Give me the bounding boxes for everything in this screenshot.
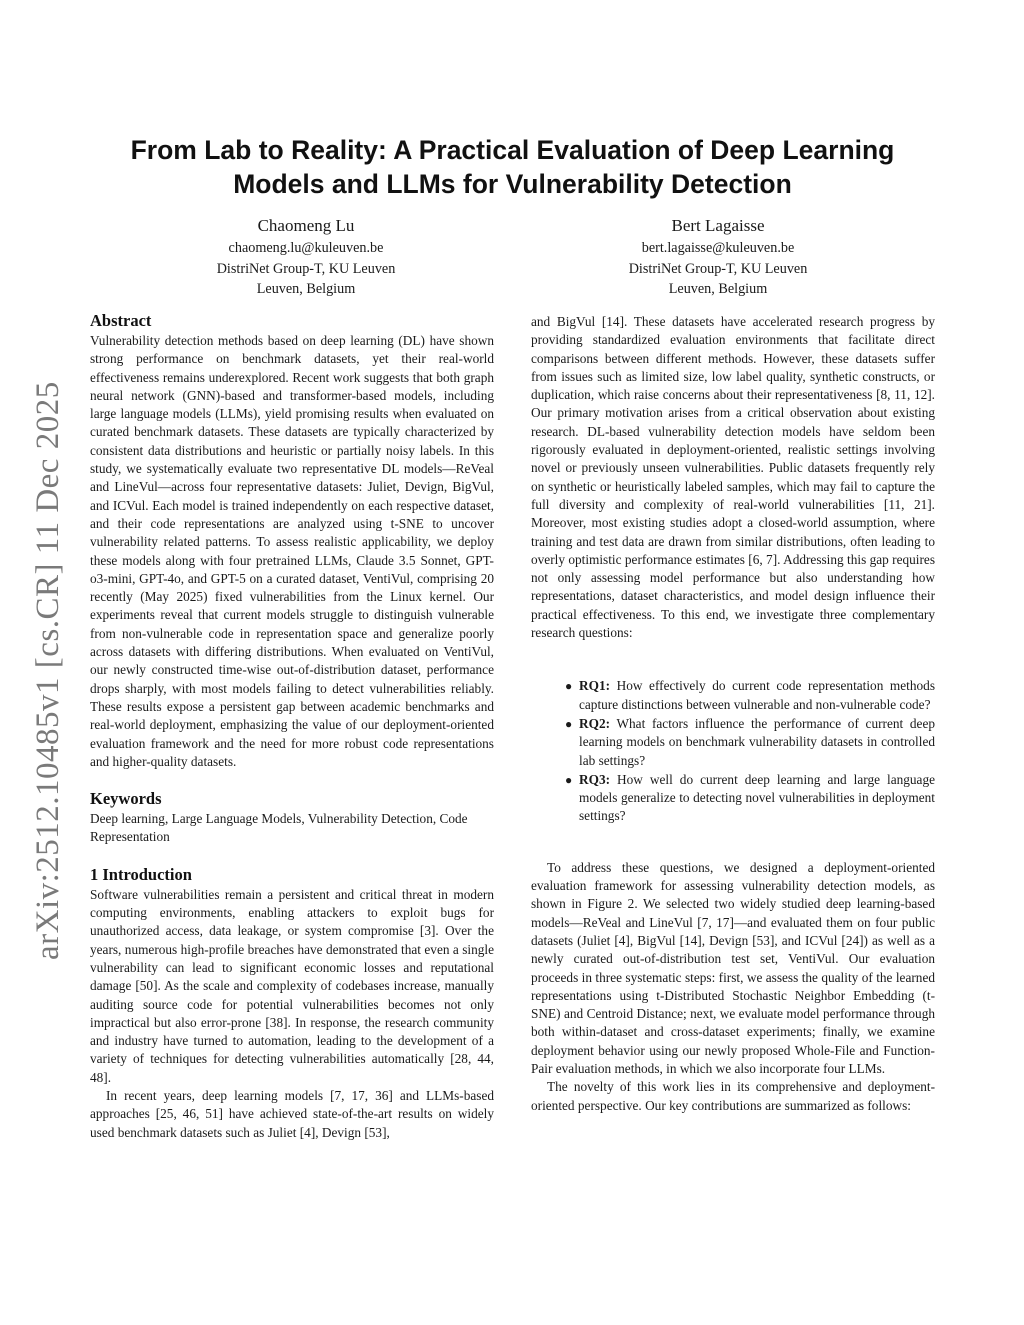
author-block bbox=[126, 214, 486, 300]
list-item bbox=[565, 771, 935, 826]
rq-label: RQ3: bbox=[579, 771, 611, 787]
list-item bbox=[565, 715, 935, 770]
right-column bbox=[531, 313, 935, 1115]
author-name: Chaomeng Lu bbox=[257, 216, 355, 235]
abstract-text: Vulnerability detection methods based on deep learning (DL) have shown strong performance on benchmark datasets, yet their real-world effectiveness remains underexplored. Recent work suggests that both graph neural network (GNN)-based and transformer-based models, including large language models (LLMs), yield promising results when evaluated on curated benchmark datasets. These datasets are typically characterized by consistent data distributions and heuristic or partially noisy labels. In this study, we systematically evaluate two representative DL models—ReVeal and LineVul—across four representative datasets: Juliet, Devign, BigVul, and ICVul. Each model is trained independently on each respective dataset, and their code representations are analyzed using t-SNE to uncover vulnerability related patterns. To assess realistic applicability, we deploy these models along with four pretrained LLMs, Claude 3.5 Sonnet, GPT-o3-mini, GPT-4o, and GPT-5 on a curated dataset, VentiVul, comprising 20 recently (May 2025) fixed vulnerabilities from the Linux kernel. Our experiments reveal that current models struggle to distinguish vulnerable from non-vulnerable code in representation space and generalize poorly across datasets with differing distributions. When evaluated on VentiVul, our newly constructed time-wise out-of-distribution dataset, performance drops sharply, with most models failing to detect vulnerabilities reliably. These results expose a persistent gap between academic benchmarks and real-world deployment, emphasizing the value of our deployment-oriented evaluation framework and the need for more robust code representations and higher-quality datasets. bbox=[90, 333, 494, 769]
author-affiliation: DistriNet Group-T, KU Leuven bbox=[628, 260, 808, 277]
bullet-icon: ● bbox=[565, 716, 573, 731]
bullet-icon: ● bbox=[565, 772, 573, 787]
author-block bbox=[538, 214, 898, 300]
intro-paragraph-5: The novelty of this work lies in its comprehensive and deployment-oriented perspective. Our key contributions are summarized as follows: bbox=[531, 1079, 935, 1113]
paper-title: From Lab to Reality: A Practical Evaluation of Deep Learning Models and LLMs for Vulnerability Detection bbox=[130, 135, 895, 199]
intro-paragraph-3: and BigVul [14]. These datasets have accelerated research progress by providing standardized evaluation environments that facilitate direct comparisons between different methods. However, these datasets suffer from issues such as limited size, low label quality, synthetic constructs, or duplication, which raise concerns about their representativeness [8, 11, 12]. Our primary motivation arises from a critical observation about existing research. DL-based vulnerability detection models have seldom been rigorously evaluated in deployment-oriented, realistic settings involving novel or previously unseen vulnerabilities. Public datasets frequently rely on synthetic or heuristically labeled samples, which may fail to capture the full diversity and complexity of real-world vulnerabilities [11, 21]. Moreover, most existing studies adopt a closed-world assumption, where training and test data are drawn from similar distributions, often leading to overly optimistic performance estimates [6, 7]. Addressing this gap requires not only assessing model performance but also understanding how representations, dataset characteristics, and model design influence their practical effectiveness. To this end, we investigate three complementary research questions: bbox=[531, 314, 935, 641]
rq-label: RQ1: bbox=[579, 678, 611, 694]
author-email: chaomeng.lu@kuleuven.be bbox=[228, 240, 384, 256]
author-name: Bert Lagaisse bbox=[671, 216, 765, 235]
author-email: bert.lagaisse@kuleuven.be bbox=[641, 240, 795, 256]
list-item bbox=[565, 677, 935, 714]
author-location: Leuven, Belgium bbox=[256, 281, 356, 297]
intro-paragraph-1: Software vulnerabilities remain a persistent and critical threat in modern computing environments, enabling attackers to exploit bugs for unauthorized access, data leakage, or system compromise [3]. Over the years, numerous high-profile breaches have demonstrated that even a single vulnerability can lead to significant economic losses and reputational damage [50]. As the scale and complexity of codebases increase, manually auditing source code for potential vulnerabilities becomes not only impractical but also error-prone [38]. In response, the research community and industry have turned to automation, leading to the development of a variety of techniques for detecting vulnerabilities automatically [28, 44, 48]. bbox=[90, 886, 494, 1085]
rq-text: What factors influence the performance of current deep learning models on benchmark vulnerability datasets in controlled lab settings? bbox=[579, 715, 935, 768]
keywords-heading: Keywords bbox=[90, 789, 162, 809]
arxiv-identifier: arXiv:2512.10485v1 [cs.CR] 11 Dec 2025 bbox=[30, 381, 66, 960]
introduction-heading: 1 Introduction bbox=[90, 864, 192, 884]
intro-paragraph-4: To address these questions, we designed a deployment-oriented evaluation framework for assessing vulnerability detection models, as shown in Figure 2. We selected two widely studied deep learning-based models—ReVeal and LineVul [7, 17]—and evaluated them on four public datasets (Juliet [4], BigVul [14], Devign [53], and ICVul [24]) as well as a newly curated out-of-distribution test set, VentiVul. Our evaluation proceeds in three systematic steps: first, we assess the quality of the learned representations using t-Distributed Stochastic Neighbor Embedding (t-SNE) and Centroid Distance; next, we evaluate model performance through both within-dataset and cross-dataset experiments; finally, we examine deployment behavior using our newly proposed Whole-File and Function-Pair evaluation methods, in which we also incorporate four LLMs. bbox=[531, 859, 935, 1076]
keywords-text: Deep learning, Large Language Models, Vulnerability Detection, Code Representation bbox=[90, 811, 468, 845]
research-questions-list bbox=[531, 677, 935, 825]
rq-text: How effectively do current code representation methods capture distinctions between vulnerable and non-vulnerable code? bbox=[579, 678, 935, 712]
left-column bbox=[90, 310, 494, 1142]
author-affiliation: DistriNet Group-T, KU Leuven bbox=[216, 260, 396, 277]
author-location: Leuven, Belgium bbox=[668, 281, 768, 297]
bullet-icon: ● bbox=[565, 679, 573, 694]
rq-text: How well do current deep learning and large language models generalize to detecting novel vulnerabilities in deployment settings? bbox=[579, 771, 935, 824]
intro-paragraph-2: In recent years, deep learning models [7, 17, 36] and LLMs-based approaches [25, 46, 51] have achieved state-of-the-art results on widely used benchmark datasets such as Juliet [4], Devign [53], bbox=[90, 1087, 494, 1140]
rq-label: RQ2: bbox=[579, 715, 611, 731]
abstract-heading: Abstract bbox=[90, 311, 152, 330]
